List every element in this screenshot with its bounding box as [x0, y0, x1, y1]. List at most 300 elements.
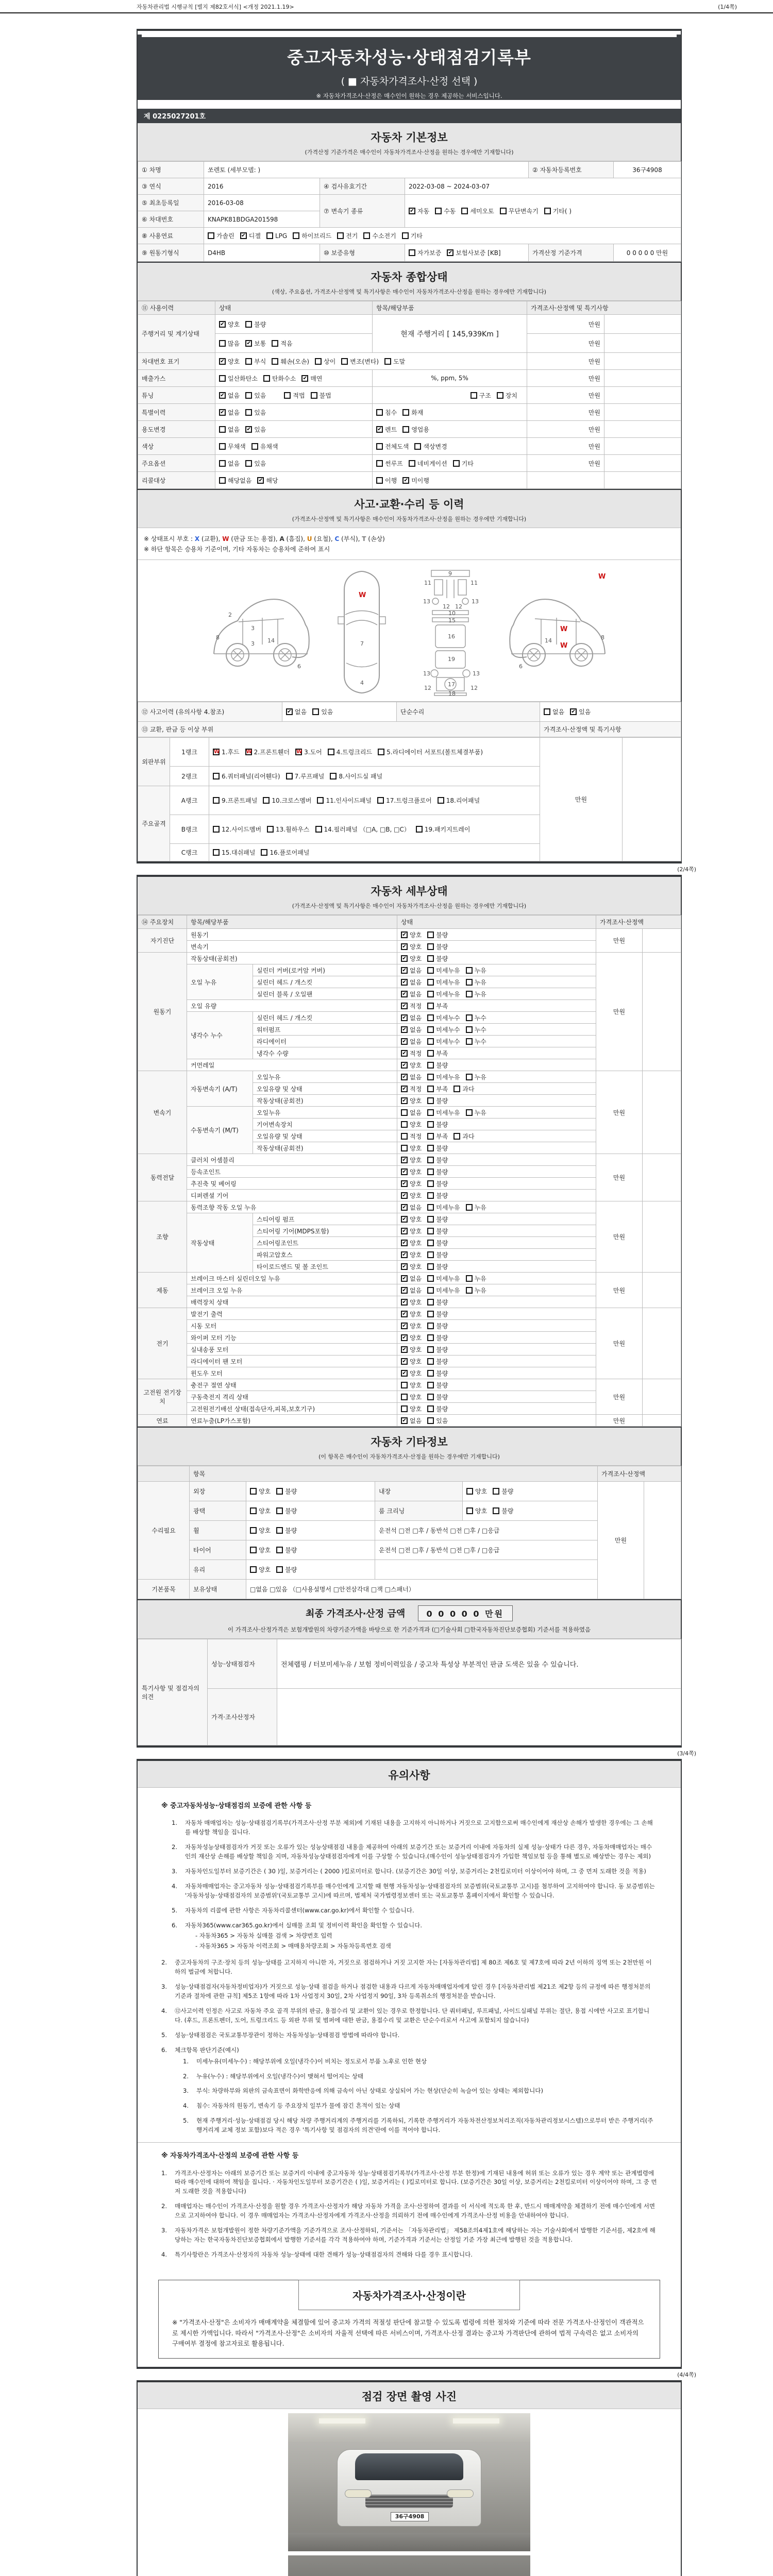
checked-checkbox: ✔ — [245, 340, 252, 347]
diagram-number: 11 — [424, 580, 431, 586]
checkbox-option: 미세누유 — [427, 966, 460, 975]
state-cell — [397, 1201, 596, 1213]
device-item-label: 발전기 출력 — [187, 1308, 397, 1320]
unchecked-checkbox — [401, 1145, 408, 1151]
checkbox-option: 불량 — [427, 1227, 448, 1235]
checkbox-option: ✔ 적정 — [401, 1084, 422, 1093]
device-item-label: 연료누출(LP가스포함) — [187, 1415, 397, 1427]
state-cell — [397, 1107, 596, 1118]
detail-state-subtitle: (가격조사·산정액 및 특기사항은 매수인이 자동차가격조사·산정을 원하는 경우에만 기재합니다) — [292, 903, 527, 909]
etc-info-title: 자동차 기타정보 — [371, 1436, 448, 1448]
unchecked-checkbox — [384, 358, 391, 365]
exterior-label: 외장 — [190, 1482, 246, 1501]
checkbox-option: ✔ 양호 — [401, 1215, 422, 1224]
checkbox-option: ✔ 적정 — [401, 1002, 422, 1010]
table-row — [138, 162, 681, 178]
checkbox-option: 누유 — [466, 1073, 486, 1081]
diagram-number: 16 — [447, 633, 455, 640]
checkbox-option: 일산화탄소 — [219, 374, 258, 383]
checked-checkbox: ✔ — [401, 1168, 408, 1175]
inspector-remarks-row — [138, 1639, 681, 1689]
emission-row — [138, 370, 681, 387]
state-cell — [397, 1284, 596, 1296]
checkbox-option: 누수 — [466, 1037, 486, 1046]
notice-text: 성능·상태점검자(자동차정비업자)가 거짓으로 성능·상태 점검을 하거나 점검한 내용과 다르게 자동차매매업자에게 알린 경우 [자동차관리법 제21조 제2항 등의 규정에 따른 행정처분의 기준과 절차에 관한 규칙] 제5조 1항에 따라 1차 사업정지 30일, 2차 사업정지 90일, 3차 등록취소의 행정처분을 받습니다. — [175, 1982, 651, 1999]
price-cell: 만원 — [527, 421, 604, 438]
checkbox-option: 미세누유 — [427, 1073, 460, 1081]
table-header-row — [138, 301, 681, 315]
device-item-label: 타이로드엔드 및 볼 조인트 — [253, 1261, 397, 1273]
state-cell — [397, 1225, 596, 1237]
checkbox-option: W 2.프론트휀더 — [246, 749, 290, 756]
vin-mark-state — [215, 353, 527, 370]
rank1-items — [209, 738, 540, 767]
notice-title: 유의사항 — [388, 1769, 430, 1782]
checkbox-option: 전기 — [337, 231, 358, 240]
car-name-label: ① 차명 — [138, 162, 204, 178]
etc-info-header — [138, 1427, 681, 1466]
notice-body — [138, 1788, 681, 2270]
checkbox-option: 무채색 — [219, 442, 246, 451]
state-cell — [397, 1213, 596, 1225]
notice-text: 자동차365(www.car365.go.kr)에서 실매물 조회 및 정비이력 확인을 확인할 수 있습니다. — [185, 1921, 423, 1929]
unchecked-checkbox — [427, 955, 434, 962]
price-cell: 만원 — [596, 1415, 643, 1427]
device-item-label: 배력장치 상태 — [187, 1296, 397, 1308]
checkbox-option: 19.패키지트레이 — [416, 825, 470, 834]
usage-change-row — [138, 421, 681, 438]
state-cell — [397, 1296, 596, 1308]
checkbox-option: 미세누수 — [427, 1013, 460, 1022]
unchecked-checkbox — [219, 460, 226, 467]
state-cell — [397, 1154, 596, 1166]
checkbox-option: ✔ 디젤 — [240, 231, 261, 240]
notice-divider — [138, 2142, 681, 2143]
device-item-label: 브레이크 마스터 실린더오일 누유 — [187, 1273, 397, 1284]
notice-item: 4. 특기사항란은 가격조사·산정자의 자동차 성능·상태에 대한 견해가 성능·상태점검자의 견해와 다를 경우 표시합니다. — [161, 2250, 657, 2260]
checkbox-option: ✔ 없음 — [286, 707, 307, 716]
checked-checkbox: ✔ — [401, 943, 408, 950]
col-price: 가격조사·산정액 및 특기사항 — [527, 301, 681, 315]
checkbox-option: 부식 — [245, 357, 266, 366]
etc-info-subtitle: (이 항목은 매수인이 자동차가격조사·산정을 원하는 경우에만 기재합니다) — [318, 1453, 500, 1460]
unchecked-checkbox — [312, 708, 319, 715]
page-marker-4: (4/4쪽) — [677, 2371, 696, 2379]
unchecked-checkbox — [250, 1527, 257, 1534]
checkbox-option: 불량 — [427, 1357, 448, 1366]
price-blank-cell — [643, 1154, 681, 1201]
checked-checkbox: ✔ — [401, 1026, 408, 1033]
unchecked-checkbox — [276, 1507, 283, 1514]
checkbox-option: 4.트렁크리드 — [328, 748, 372, 756]
basic-items-label: 기본품목 — [138, 1580, 190, 1599]
state-cell — [397, 964, 596, 976]
device-group-label: 원동기 — [138, 953, 187, 1071]
checkbox-option: 불량 — [427, 1096, 448, 1105]
checked-checkbox: ✔ — [401, 1097, 408, 1104]
checked-checkbox: ✔ — [219, 392, 226, 399]
checked-checkbox: ✔ — [447, 249, 453, 256]
checked-checkbox: ✔ — [409, 208, 415, 214]
checkbox-option: 없음 — [401, 1108, 422, 1117]
legend-text: (요철), — [312, 535, 335, 543]
notice-item: 5. 성능·상태점검은 국토교통부장관이 정하는 자동차성능·상태점검 방법에 따라야 합니다. — [161, 2031, 657, 2040]
document-number: 제 0225027201호 — [138, 107, 681, 123]
notice-item: 5. 자동차의 리콜에 관한 사항은 자동차리콜센터(www.car.go.kr)에서 확인할 수 있습니다. — [172, 1906, 657, 1916]
state-cell — [397, 1320, 596, 1332]
notice-text: 매매업자는 매수인이 가격조사·산정을 원할 경우 가격조사·산정자가 해당 자동차 가격을 조사·산정하여 결과를 이 서식에 적도록 한 후, 반드시 매매계약을 체결하기 전에 매수인에게 서면으로 고지하여야 합니다. 이 경우 매매업자는 가격조사·산정자에게 가격조사·산정을 의뢰하기 전에 매수인에게 가격조사·산정 비용을 안내하여야 합니다. — [175, 2202, 656, 2219]
checkbox-option: ✔ 없음 — [401, 1416, 422, 1425]
checkbox-option: 18.리어패널 — [438, 796, 480, 805]
unchecked-checkbox — [317, 797, 324, 804]
checked-checkbox: ✔ — [401, 931, 408, 938]
checkbox-option: 없음 — [219, 425, 240, 434]
diagram-number: 12 — [424, 685, 431, 691]
unchecked-checkbox — [427, 1287, 434, 1294]
unchecked-checkbox — [544, 708, 550, 715]
checked-checkbox: ✔ — [401, 1346, 408, 1353]
state-cell — [397, 953, 596, 964]
unchecked-checkbox — [250, 1488, 257, 1495]
detail-row — [138, 953, 681, 964]
checkbox-option: 누유 — [466, 1286, 486, 1295]
checked-checkbox: ✔ — [401, 1062, 408, 1069]
device-item-label: 작동상태(공회전) — [253, 1095, 397, 1107]
unchecked-checkbox — [409, 249, 415, 256]
checked-checkbox: ✔ — [301, 375, 308, 382]
device-item-label: 고전원전기배선 상태(접속단자,피복,보호기구) — [187, 1403, 397, 1415]
checkbox-option: ✔ 자동 — [409, 207, 429, 215]
wheel-positions: 운전석 □전 □후 / 동반석 □전 □후 / □응급 — [375, 1521, 598, 1540]
transmission-label: ⑦ 변속기 종류 — [320, 195, 405, 228]
w-marked-checkbox: W — [214, 749, 220, 755]
checked-checkbox: ✔ — [401, 1251, 408, 1258]
unchecked-checkbox — [245, 460, 252, 467]
symbol-u: U — [307, 535, 312, 543]
unchecked-checkbox — [427, 1228, 434, 1234]
unchecked-checkbox — [245, 321, 252, 328]
diagram-number: 11 — [470, 580, 478, 586]
base-price-value: 0 0 0 0 0 만원 — [614, 244, 681, 262]
basic-info-subtitle: (가격산정 기준가격은 매수인이 자동차가격조사·산정을 원하는 경우에만 기재합니다) — [305, 149, 514, 156]
col-item: 항목 — [190, 1466, 598, 1482]
checkbox-option: ✔ 양호 — [401, 954, 422, 963]
unchecked-checkbox — [497, 392, 503, 399]
checkbox-option: ✔ 양호 — [401, 1191, 422, 1200]
checked-checkbox: ✔ — [401, 1086, 408, 1092]
checkbox-option: 양호 — [466, 1487, 487, 1496]
unchecked-checkbox — [461, 208, 468, 214]
device-item-label: 구동축전지 격리 상태 — [187, 1391, 397, 1403]
unchecked-checkbox — [427, 1240, 434, 1246]
checkbox-option: 양호 — [466, 1506, 487, 1515]
checkbox-option: 과다 — [453, 1132, 474, 1141]
notice-text: 체크항목 판단기준(예시) — [175, 2046, 239, 2054]
state-cell — [397, 1237, 596, 1249]
checked-checkbox: ✔ — [219, 409, 226, 416]
checkbox-option: 불량 — [427, 1167, 448, 1176]
price-blank-cell — [604, 404, 681, 421]
diagram-number: 4 — [360, 680, 364, 686]
checkbox-option: 부족 — [427, 1049, 448, 1058]
unchecked-checkbox — [466, 1507, 473, 1514]
unchecked-checkbox — [213, 826, 220, 833]
unchecked-checkbox — [427, 1204, 434, 1211]
accident-history-label: ⑫ 사고이력 (유의사항 4.참조) — [138, 702, 282, 722]
vin-value: KNAPK81BDGA201598 — [204, 211, 320, 228]
state-cell — [397, 1332, 596, 1344]
special-history-label: 특별이력 — [138, 404, 215, 421]
unchecked-checkbox — [341, 358, 348, 365]
exchange-header-row — [138, 722, 681, 737]
checkbox-option: 불량 — [427, 1404, 448, 1413]
checkbox-option: 부족 — [427, 1002, 448, 1010]
checkbox-option: 불량 — [427, 1239, 448, 1247]
color-state — [215, 438, 373, 455]
photo-section-header — [138, 2382, 681, 2409]
notice-text: 자동차 매매업자는 성능·상태점검기록부(가격조사·산정 부분 제외)에 기재된 내용을 고지하지 아니하거나 거짓으로 고지함으로써 매수인에게 재산상 손해가 발생한 경우에는 그 손해를 배상할 책임을 집니다. — [185, 1819, 653, 1836]
checked-checkbox: ✔ — [401, 1323, 408, 1329]
checked-checkbox: ✔ — [402, 477, 409, 484]
unchecked-checkbox — [427, 1062, 434, 1069]
checkbox-option: 10.크로스멤버 — [263, 796, 311, 805]
checkbox-option: 누유 — [466, 990, 486, 998]
unchecked-checkbox — [466, 1287, 473, 1294]
unchecked-checkbox — [466, 1038, 473, 1045]
checked-checkbox: ✔ — [376, 426, 383, 433]
checkbox-option: 썬루프 — [376, 459, 403, 468]
checkbox-option: 8.사이드실 패널 — [330, 772, 382, 781]
inspection-value: 2022-03-08 ~ 2024-03-07 — [405, 178, 681, 195]
appraisal-definition-text: ※ "가격조사·산정"은 소비자가 매매계약을 체결함에 있어 중고차 가격의 적절성 판단에 참고할 수 있도록 법령에 의한 절차와 기준에 따라 전문 가격조사·산정인이 객관적으로 제시한 가액입니다. 따라서 "가격조사·산정"은 소비자의 자율적 선택에 따른 서비스이며, 가격조사·산정 결과는 중고차 가격판단에 관하여 법적 구속력은 없고 소비자의 구매여부 결정에 참고자료로 활용됩니다. — [172, 2319, 644, 2347]
tire-label: 타이어 — [190, 1540, 246, 1560]
checked-checkbox: ✔ — [401, 1287, 408, 1294]
year-value: 2016 — [204, 178, 320, 195]
unchecked-checkbox — [376, 460, 383, 467]
device-group-label: 변속기 — [138, 1071, 187, 1154]
checkbox-option: 부족 — [427, 1132, 448, 1141]
checkbox-option: 미세누유 — [427, 990, 460, 998]
first-reg-value: 2016-03-08 — [204, 195, 320, 211]
checkbox-option: ✔ 보험사보증 [KB] — [447, 248, 500, 257]
device-item-label: 라디에이터 — [253, 1036, 397, 1047]
checkbox-option: ✔ 양호 — [401, 942, 422, 951]
checkbox-option: 하이브리드 — [293, 231, 331, 240]
state-cell — [397, 1178, 596, 1190]
checkbox-option: 불량 — [427, 1191, 448, 1200]
checkbox-option: ✔ 양호 — [401, 1310, 422, 1318]
state-cell — [397, 1355, 596, 1367]
unchecked-checkbox — [213, 849, 220, 856]
unchecked-checkbox — [427, 1323, 434, 1329]
checked-checkbox: ✔ — [401, 1334, 408, 1341]
detail-row — [138, 1154, 681, 1166]
unchecked-checkbox — [293, 232, 299, 239]
detail-table-body — [138, 929, 681, 1427]
warranty-label: ⑩ 보증유형 — [320, 244, 405, 262]
price-blank-cell — [604, 387, 681, 404]
checkbox-option: ✔ 없음 — [401, 978, 422, 987]
license-plate: 36구4908 — [391, 2512, 429, 2521]
device-item-label: 실린더 헤드 / 개스킷 — [253, 1012, 397, 1024]
unchecked-checkbox — [245, 409, 252, 416]
checkbox-option: 불량 — [427, 1250, 448, 1259]
checkbox-option: 과다 — [453, 1084, 474, 1093]
checkbox-option: ✔ 미이행 — [402, 476, 429, 485]
unchecked-checkbox — [466, 979, 473, 986]
legend-text: (손상) — [366, 535, 385, 543]
option-state — [215, 455, 373, 472]
price-cell: 만원 — [596, 1201, 643, 1273]
state-cell — [397, 1118, 596, 1130]
legend-prefix: ※ 상태표시 부호 : — [144, 535, 195, 543]
checkbox-option: 부족 — [427, 1084, 448, 1093]
unchecked-checkbox — [263, 797, 270, 804]
notice-item: 1. 자동차 매매업자는 성능·상태점검기록부(가격조사·산정 부분 제외)에 기재된 내용을 고지하지 아니하거나 거짓으로 고지함으로써 매수인에게 재산상 손해가 발생한 경우에는 그 손해를 배상할 책임을 집니다. — [172, 1819, 657, 1837]
device-item-label: 실린더 커버(로커암 커버) — [253, 964, 397, 976]
basic-info-title: 자동차 기본정보 — [371, 131, 448, 144]
device-item-label: 실린더 블록 / 오일팬 — [253, 988, 397, 1000]
unchecked-checkbox — [438, 797, 444, 804]
price-cell: 만원 — [527, 404, 604, 421]
notice-item: 5. 현재 주행거리·성능·상태점검 당시 해당 차량 주행거리계의 주행거리를 기록하되, 기록한 주행거리가 자동차전산정보처리조직(자동차관리정보시스템)으로부터 받은 주행거리(주행거리계 교체 정보 포함)보다 적은 경우 '특기사항 및 점검자의 의견'란에 이를 적어야 합니다. — [183, 2116, 657, 2135]
notice-item: 4. 침수: 자동차의 원동기, 변속기 등 주요장치 일부가 물에 잠긴 흔적이 있는 상태 — [183, 2102, 657, 2111]
unchecked-checkbox — [466, 1014, 473, 1021]
checkbox-option: 미세누유 — [427, 1286, 460, 1295]
unchecked-checkbox — [219, 375, 226, 382]
checkbox-option: 7.루프패널 — [286, 772, 325, 781]
price-cell: 만원 — [540, 738, 623, 861]
checkbox-option: 없음 — [544, 707, 564, 716]
unchecked-checkbox — [427, 979, 434, 986]
unchecked-checkbox — [250, 1547, 257, 1553]
notice-text: 자동차성능상태점검자가 거짓 또는 오류가 있는 성능상태점검 내용을 제공하여 아래의 보증기간 또는 보증거리 이내에 자동차의 실제 성능·상태가 다른 경우, 자동차매매업자는 매수인의 재산상 손해를 배상할 책임을 지며, 자동차성능상태점검자에게 이를 구상할 수 있습니다.(매수인이 성능상태점검자가 가입한 책임보험 등을 통해 별도로 배상받는 경우는 제외) — [185, 1843, 652, 1860]
price-blank-cell — [643, 929, 681, 953]
page-marker-1: (1/4쪽) — [718, 4, 737, 10]
checked-checkbox: ✔ — [401, 1275, 408, 1282]
final-price-value: 0 0 0 0 0 만원 — [418, 1605, 513, 1621]
warranty-options — [405, 244, 529, 262]
price-heading: ※ 자동차가격조사·산정의 보증에 관한 사항 등 — [161, 2152, 299, 2160]
rank1-label: 1랭크 — [170, 738, 209, 767]
final-price-label: 최종 가격조사·산정 금액 — [306, 1608, 406, 1619]
glass-state — [246, 1560, 375, 1580]
checked-checkbox: ✔ — [570, 708, 577, 715]
page-marker-3: (3/4쪽) — [677, 1750, 696, 1757]
checked-checkbox: ✔ — [401, 1358, 408, 1365]
device-item-label: 디퍼렌셜 기어 — [187, 1190, 397, 1201]
color-label: 색상 — [138, 438, 215, 455]
state-cell — [397, 1024, 596, 1036]
unchecked-checkbox — [401, 1394, 408, 1400]
price-blank-cell — [604, 370, 681, 387]
checked-checkbox: ✔ — [401, 1050, 408, 1057]
price-cell: 만원 — [596, 1308, 643, 1379]
unchecked-checkbox — [466, 991, 473, 997]
checked-checkbox: ✔ — [401, 967, 408, 974]
state-cell — [397, 1190, 596, 1201]
checkbox-option: 13.휠하우스 — [267, 825, 309, 834]
checkbox-option: LPG — [266, 232, 287, 240]
page-top-strip — [0, 0, 773, 13]
appraiser-label: 가격·조사산정자 — [208, 1689, 277, 1745]
checkbox-option: 불량 — [427, 1310, 448, 1318]
notice-item: 2. 중고자동차의 구조·장치 등의 성능·상태를 고지하지 아니한 자, 거짓으로 점검하거나 거짓 고지한 자는 [자동차관리법] 제 80조 제6호 및 제7호에 따라 2년 이하의 징역 또는 2천만원 이하의 벌금에 처합니다. — [161, 1958, 657, 1977]
checkbox-option: 양호 — [250, 1487, 271, 1496]
checkbox-option: W 3.도어 — [296, 749, 322, 756]
fuel-options — [204, 228, 681, 244]
car-side-left-view — [207, 567, 312, 696]
notice-item: 4. 자동차매매업자는 중고자동차 성능·상태점검기록부를 매수인에게 고지할 때 현행 자동차성능·상태점검자의 보증범위(국토교통부 고시)를 첨부하여 고지하여야 합니다. 동 보증범위는 '자동차성능·상태점검자의 보증범위'(국토교통부 고시)에 따르며, 법제처 국가법령정보센터 또는 국토교통부 홈페이지에서 확인할 수 있습니다. — [172, 1882, 657, 1901]
unchecked-checkbox — [427, 1299, 434, 1306]
rankA-items — [209, 786, 540, 815]
document-header — [138, 35, 681, 100]
checkbox-option: 누유 — [466, 1203, 486, 1212]
regulation-note: 자동차관리법 시행규칙 [별지 제82호서식] <개정 2021.1.19> — [137, 4, 294, 10]
price-blank-cell — [604, 421, 681, 438]
device-item-label: 클러치 어셈블리 — [187, 1154, 397, 1166]
checked-checkbox: ✔ — [401, 1228, 408, 1234]
unchecked-checkbox — [427, 1334, 434, 1341]
checkbox-option: 불량 — [276, 1546, 297, 1554]
usage-change-state — [215, 421, 373, 438]
state-cell — [397, 1000, 596, 1012]
special-history-item — [373, 404, 527, 421]
device-group-label: 전기 — [138, 1308, 187, 1379]
unchecked-checkbox — [276, 1547, 283, 1553]
checkbox-option: ✔ 있음 — [245, 425, 266, 434]
document-title: 중고자동차성능·상태점검기록부 — [287, 47, 531, 67]
checkbox-option: 양호 — [401, 1393, 422, 1401]
checkbox-option: 미세누유 — [427, 1108, 460, 1117]
base-price-label: 가격산정 기준가격 — [529, 244, 614, 262]
rankC-label: C랭크 — [170, 844, 209, 861]
checkbox-option: 기타 — [402, 231, 423, 240]
checkbox-option: ✔ 해당 — [257, 476, 278, 485]
overall-state-subtitle: (색상, 주요옵션, 가격조사·산정액 및 특기사항은 매수인이 자동차가격조사·산정을 원하는 경우에만 기재합니다) — [272, 289, 547, 295]
checkbox-option: 있음 — [245, 391, 266, 400]
accident-history-state — [282, 702, 397, 722]
notice-item: 6. 자동차365(www.car365.go.kr)에서 실매물 조회 및 정비이력 확인을 확인할 수 있습니다. — [172, 1921, 657, 1930]
checkbox-option: 미세누수 — [427, 1037, 460, 1046]
checked-checkbox: ✔ — [257, 477, 264, 484]
device-group-label: 자기진단 — [138, 929, 187, 953]
checked-checkbox: ✔ — [401, 1311, 408, 1317]
device-item-label: 변속기 — [187, 941, 397, 953]
unchecked-checkbox — [427, 1168, 434, 1175]
state-cell — [397, 1344, 596, 1355]
price-cell: 만원 — [598, 1482, 644, 1599]
checkbox-option: 불량 — [245, 320, 266, 329]
unchecked-checkbox — [427, 1145, 434, 1151]
price-cell: 만원 — [596, 1379, 643, 1415]
unchecked-checkbox — [276, 1488, 283, 1495]
price-cell: 만원 — [527, 387, 604, 404]
unchecked-checkbox — [261, 849, 267, 856]
notice-text: 자동차매매업자는 중고자동차 성능·상태점검기록부를 매수인에게 고지할 때 현행 자동차성능·상태점검자의 보증범위(국토교통부 고시)를 첨부하여 고지하여야 합니다. 동 보증범위는 '자동차성능·상태점검자의 보증범위'(국토교통부 고시)에 따르며, 법제처 국가법령정보센터 또는 국토교통부 홈페이지에서 확인할 수 있습니다. — [185, 1882, 655, 1899]
unchecked-checkbox — [427, 1121, 434, 1128]
checkbox-option: ✔ 매연 — [301, 374, 322, 383]
checkbox-option: 양호 — [250, 1546, 271, 1554]
checkbox-option: 양호 — [401, 1144, 422, 1153]
device-item-label: 추진축 및 베어링 — [187, 1178, 397, 1190]
diagram-number: 10 — [448, 610, 456, 617]
detail-row — [138, 1379, 681, 1391]
repair-row-1 — [138, 1482, 681, 1501]
unchecked-checkbox — [401, 1382, 408, 1388]
checkbox-option: 양호 — [401, 1404, 422, 1413]
checkbox-option: 불량 — [276, 1506, 297, 1515]
